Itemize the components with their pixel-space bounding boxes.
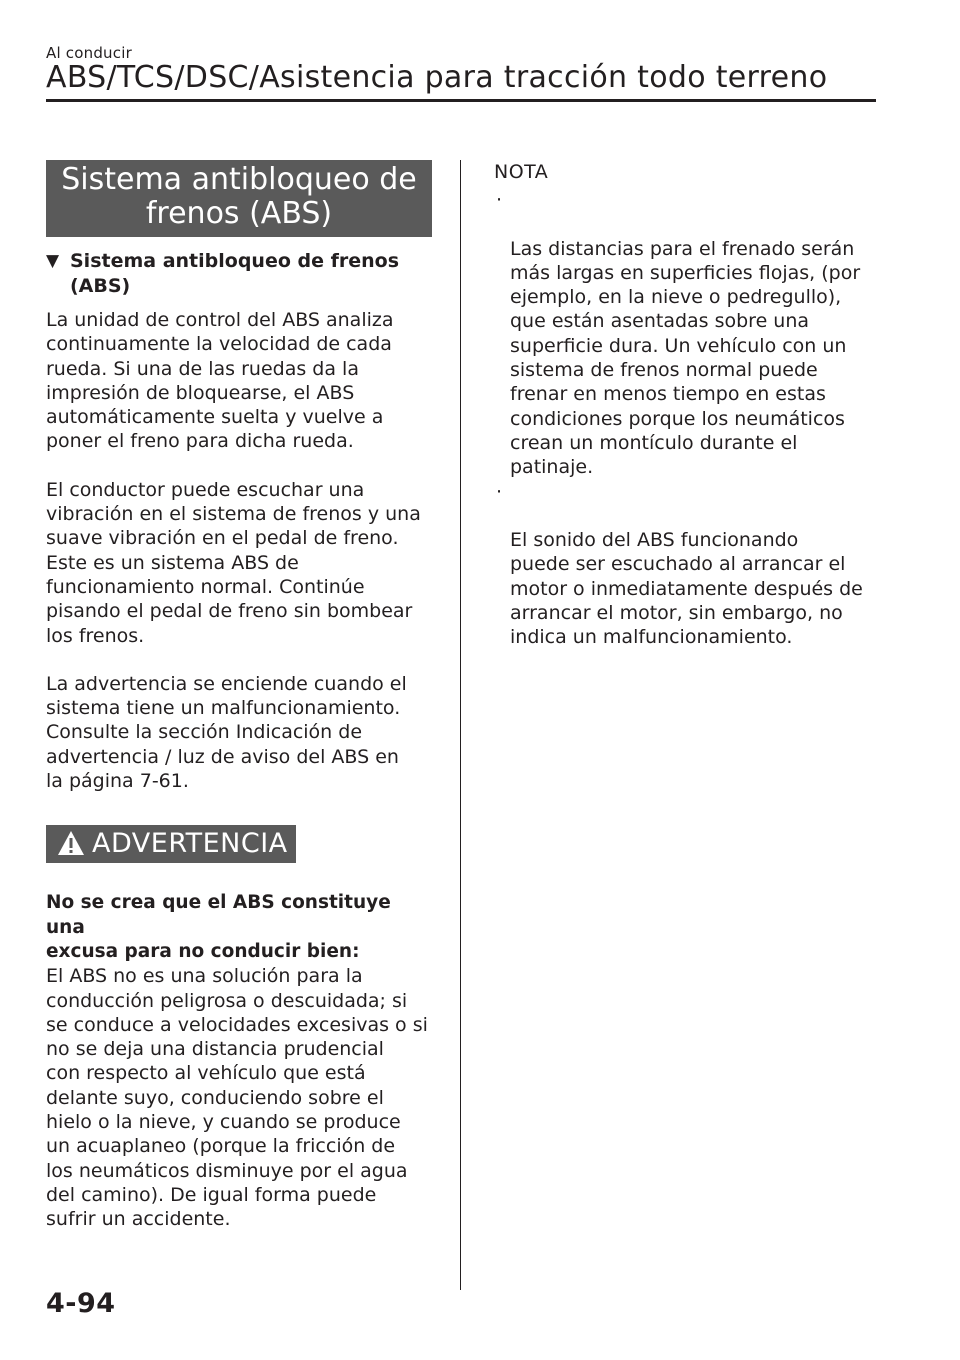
note-text: El sonido del ABS funcionando puede ser escuchado al arrancar el motor o inmediatamente después de arrancar el motor, sin embargo, no indica un malfuncionamiento. <box>510 529 863 649</box>
note-text: Las distancias para el frenado serán más largas en superficies flojas, (por ejemplo, en la nieve o pedregullo), que están asentadas sobre una superficie dura. Un vehículo con un sistema de frenos normal puede frenar en menos tiempo en estas condiciones porque los neumáticos crean un montículo durante el patinaje. <box>510 237 861 479</box>
right-column <box>494 160 884 650</box>
nota-label: NOTA <box>494 161 549 183</box>
section-banner-title: Sistema antibloqueo de frenos (ABS) <box>61 162 417 231</box>
page-number: 4-94 <box>46 1288 116 1319</box>
warning-label: ADVERTENCIA <box>92 827 288 859</box>
page-header-title: ABS/TCS/DSC/Asistencia para tracción todo terreno <box>46 60 828 95</box>
paragraph-abs-function: La unidad de control del ABS analiza continuamente la velocidad de cada rueda. Si una de las ruedas da la impresión de bloquearse, el ABS automáticamente suelta y vuelve a poner el freno para dicha rueda. <box>46 309 394 453</box>
left-column <box>46 160 434 1232</box>
column-divider <box>460 160 461 1290</box>
paragraph-warning-light: La advertencia se enciende cuando el sistema tiene un malfuncionamiento. Consulte la sección Indicación de advertencia / luz de aviso del ABS en la página 7-61. <box>46 672 407 793</box>
warning-body: El ABS no es una solución para la conducción peligrosa o descuidada; si se conduce a velocidades excesivas o si no se deja una distancia prudencial con respecto al vehículo que está delante suyo, conduciendo sobre el hielo o la nieve, y cuando se produce un acuaplaneo (porque la fricción de los neumáticos disminuye por el agua del camino). De igual forma puede sufrir un accidente. <box>46 965 428 1231</box>
subheading <box>46 249 434 299</box>
note-item <box>494 188 884 480</box>
warning-heading: No se crea que el ABS constituye una excusa para no conducir bien: <box>46 892 391 962</box>
triangle-down-icon: ▼ <box>46 251 60 271</box>
bullet-dot-icon: · <box>496 480 503 503</box>
paragraph-vibration: El conductor puede escuchar una vibración en el sistema de frenos y una suave vibración en el pedal de freno. Este es un sistema ABS de funcionamiento normal. Continúe pisando el pedal de freno sin bombear los frenos. <box>46 478 421 647</box>
warning-triangle-icon <box>56 829 86 857</box>
header-divider <box>46 99 876 102</box>
note-item <box>494 480 884 650</box>
warning-badge <box>46 825 296 863</box>
subheading-text: Sistema antibloqueo de frenos (ABS) <box>70 250 400 297</box>
header-section-label: Al conducir <box>46 44 132 62</box>
section-banner <box>46 160 432 237</box>
bullet-dot-icon: · <box>496 189 503 211</box>
